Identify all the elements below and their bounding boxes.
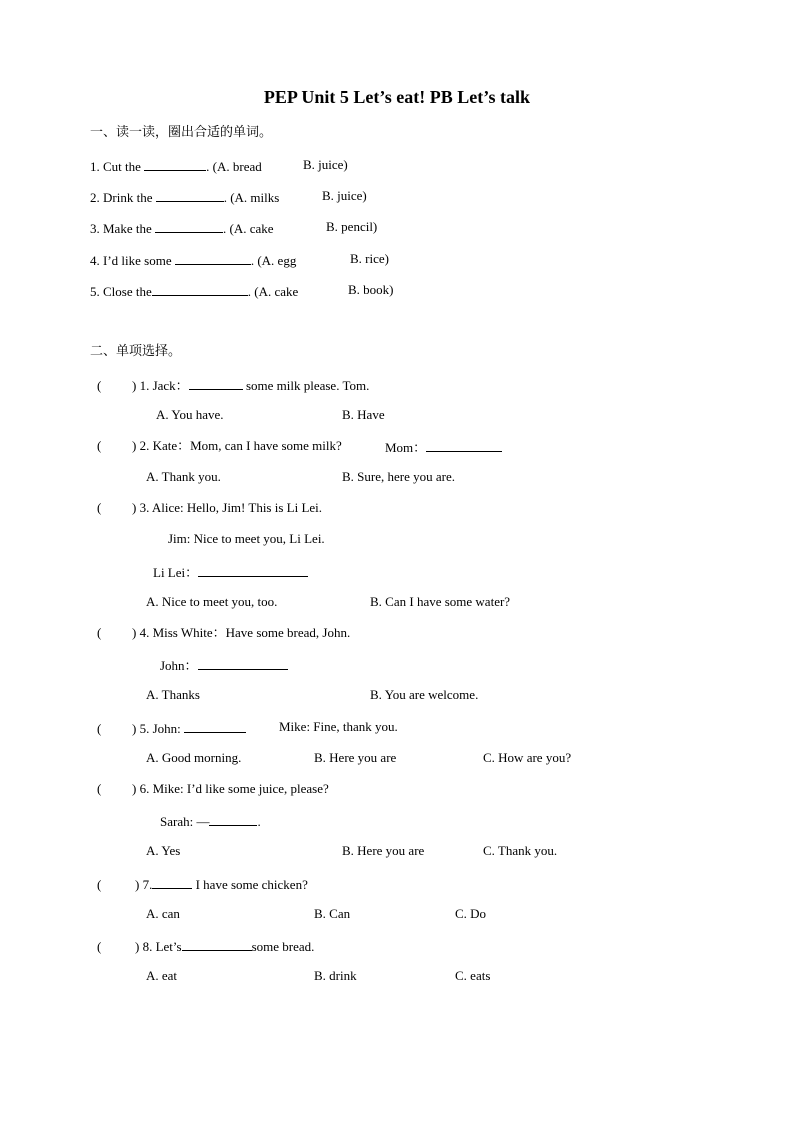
s1-item-5-stem: 5. Close the bbox=[90, 284, 152, 299]
page-title: PEP Unit 5 Let’s eat! PB Let’s talk bbox=[263, 87, 531, 107]
s1-item-1-blank[interactable] bbox=[144, 157, 206, 171]
q3-jim: Jim: Nice to meet you, Li Lei. bbox=[168, 531, 325, 546]
s1-item-3 bbox=[90, 219, 274, 237]
q3-blank[interactable] bbox=[198, 563, 308, 577]
q1-option-b: B. Have bbox=[342, 407, 385, 422]
q4-option-b: B. You are welcome. bbox=[370, 687, 479, 702]
q7-option-c: C. Do bbox=[455, 906, 487, 921]
q8-option-c: C. eats bbox=[455, 968, 491, 983]
q1-stem: ) 1. Jack： bbox=[132, 378, 189, 393]
s1-item-2-b: B. juice) bbox=[322, 188, 367, 203]
s1-item-3-stem: 3. Make the bbox=[90, 221, 152, 236]
q7-option-b: B. Can bbox=[314, 906, 351, 921]
s1-item-2-a: . (A. milks bbox=[223, 190, 280, 205]
q2-mom-label: Mom： bbox=[385, 440, 427, 455]
q7-stem: ) 7. bbox=[135, 877, 153, 892]
s1-item-5 bbox=[90, 282, 298, 300]
q3-paren-open: ( bbox=[97, 500, 102, 515]
q5-option-b: B. Here you are bbox=[314, 750, 397, 765]
q1-line bbox=[97, 376, 369, 394]
q2-mom bbox=[385, 438, 502, 456]
s1-item-4 bbox=[90, 251, 296, 269]
q3-option-b: B. Can I have some water? bbox=[370, 594, 511, 609]
q6-stem: ) 6. Mike: I’d like some juice, please? bbox=[132, 781, 329, 796]
s1-item-5-b: B. book) bbox=[348, 282, 394, 297]
q6-blank[interactable] bbox=[209, 812, 257, 826]
s1-item-2-blank[interactable] bbox=[156, 188, 224, 202]
q8-option-b: B. drink bbox=[314, 968, 357, 983]
q6-sarah bbox=[160, 812, 261, 830]
q7-paren-open: ( bbox=[97, 877, 102, 892]
q5-option-a: A. Good morning. bbox=[146, 750, 242, 765]
q2-paren-open: ( bbox=[97, 438, 102, 453]
q6-line bbox=[97, 781, 329, 797]
s1-item-3-b: B. pencil) bbox=[326, 219, 378, 234]
q1-option-a: A. You have. bbox=[156, 407, 224, 422]
q3-option-a: A. Nice to meet you, too. bbox=[146, 594, 278, 609]
q5-mike: Mike: Fine, thank you. bbox=[279, 719, 398, 734]
s1-item-1 bbox=[90, 157, 262, 175]
s1-item-1-b: B. juice) bbox=[303, 157, 348, 172]
q6-option-b: B. Here you are bbox=[342, 843, 425, 858]
s1-item-5-a: . (A. cake bbox=[247, 284, 299, 299]
q3-stem: ) 3. Alice: Hello, Jim! This is Li Lei. bbox=[132, 500, 323, 515]
q5-stem: ) 5. John: bbox=[132, 721, 181, 736]
q2-blank[interactable] bbox=[426, 438, 502, 452]
q1-paren-open: ( bbox=[97, 378, 102, 393]
q5-blank[interactable] bbox=[184, 719, 246, 733]
q4-stem: ) 4. Miss White：Have some bread, John. bbox=[132, 625, 351, 640]
q4-john-label: John： bbox=[160, 658, 198, 673]
q6-option-c: C. Thank you. bbox=[483, 843, 558, 858]
s1-item-3-a: . (A. cake bbox=[222, 221, 274, 236]
s1-item-3-blank[interactable] bbox=[155, 219, 223, 233]
s1-item-1-a: . (A. bread bbox=[206, 159, 262, 174]
q8-line bbox=[97, 937, 314, 955]
s1-item-4-blank[interactable] bbox=[175, 251, 251, 265]
q7-line bbox=[97, 875, 308, 893]
q6-paren-open: ( bbox=[97, 781, 102, 796]
s1-item-2-stem: 2. Drink the bbox=[90, 190, 153, 205]
q8-rest: some bread. bbox=[251, 939, 315, 954]
s1-item-5-blank[interactable] bbox=[152, 282, 248, 296]
q1-rest: some milk please. Tom. bbox=[245, 378, 370, 393]
s1-item-4-a: . (A. egg bbox=[250, 253, 297, 268]
q2-option-b: B. Sure, here you are. bbox=[342, 469, 455, 484]
q2-line bbox=[97, 438, 342, 454]
s1-item-1-stem: 1. Cut the bbox=[90, 159, 141, 174]
q2-option-a: A. Thank you. bbox=[146, 469, 221, 484]
q3-line bbox=[97, 500, 322, 516]
s1-item-4-b: B. rice) bbox=[350, 251, 389, 266]
q3-lilei-label: Li Lei： bbox=[153, 565, 199, 580]
q4-paren-open: ( bbox=[97, 625, 102, 640]
section2-heading: 二、单项选择。 bbox=[90, 344, 182, 359]
q2-stem: ) 2. Kate：Mom, can I have some milk? bbox=[132, 438, 342, 453]
q4-john bbox=[160, 656, 288, 674]
q5-paren-open: ( bbox=[97, 721, 102, 736]
q6-sarah-label: Sarah: — bbox=[160, 814, 210, 829]
q1-blank[interactable] bbox=[189, 376, 243, 390]
q6-option-a: A. Yes bbox=[146, 843, 181, 858]
q3-lilei bbox=[153, 563, 308, 581]
q4-line bbox=[97, 625, 350, 641]
q5-option-c: C. How are you? bbox=[483, 750, 572, 765]
q4-blank[interactable] bbox=[198, 656, 288, 670]
q5-line bbox=[97, 719, 246, 737]
section1-heading: 一、读一读，圈出合适的单词。 bbox=[90, 125, 273, 140]
q7-option-a: A. can bbox=[146, 906, 180, 921]
q8-paren-open: ( bbox=[97, 939, 102, 954]
s1-item-2 bbox=[90, 188, 279, 206]
q8-blank[interactable] bbox=[182, 937, 252, 951]
q7-blank[interactable] bbox=[152, 875, 192, 889]
s1-item-4-stem: 4. I’d like some bbox=[90, 253, 172, 268]
q8-stem: ) 8. Let’s bbox=[135, 939, 182, 954]
q4-option-a: A. Thanks bbox=[146, 687, 200, 702]
q7-rest: I have some chicken? bbox=[192, 877, 308, 892]
q8-option-a: A. eat bbox=[146, 968, 178, 983]
q6-sarah-end: . bbox=[257, 814, 261, 829]
